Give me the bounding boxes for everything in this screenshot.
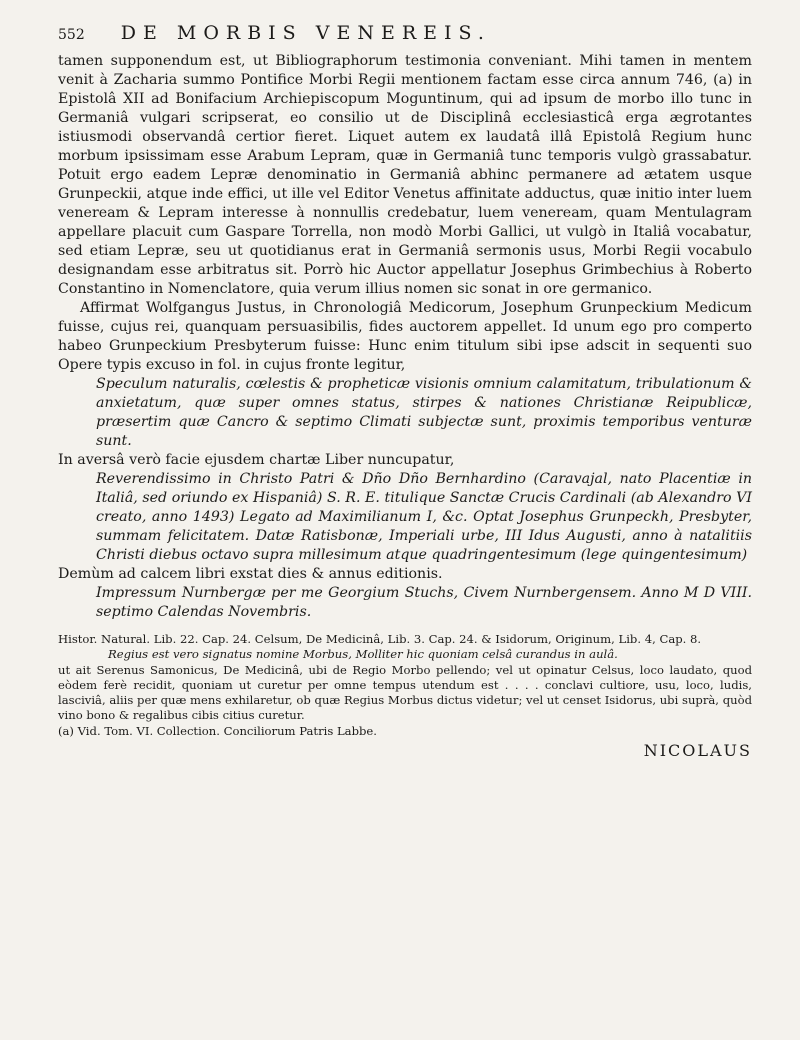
footnote-1: Histor. Natural. Lib. 22. Cap. 24. Celsum, De Medicinâ, Lib. 3. Cap. 24. & Isidorum, Originum, Lib. 4, Cap. 8. bbox=[58, 632, 702, 646]
page-number: 552 bbox=[58, 27, 85, 43]
main-text bbox=[58, 52, 752, 622]
running-title: DE MORBIS VENEREIS. bbox=[120, 22, 491, 44]
page-header bbox=[58, 22, 752, 44]
paragraph-3: In aversâ verò facie ejusdem chartæ Liber nuncupatur, bbox=[58, 452, 455, 468]
footnote-verse: Regius est vero signatus nomine Morbus, Molliter hic quoniam celsâ curandus in aulâ. bbox=[108, 647, 618, 662]
paragraph-2: Affirmat Wolfgangus Justus, in Chronologiâ Medicorum, Josephum Grunpeckium Medicum fuisse, cujus rei, quanquam persuasibilis, fides auctorem appellet. Id unum ego pro comperto habeo Grunpeckium Presbyterum fuisse: Hunc enim titulum sibi ipse adscit in sequenti suo Opere typis excuso in fol. in cujus fronte legitur, bbox=[58, 300, 752, 373]
quote-dedication: Reverendissimo in Christo Patri & Dño Dño Bernhardino (Caravajal, nato Placentiæ in Italiâ, sed oriundo ex Hispaniâ) S. R. E. titulique Sanctæ Crucis Cardinali (ab Alexandro VI creato, anno 1493) Legato ad Maximilianum I, &c. Optat Josephus Grunpeckh, Presbyter, summam felicitatem. Datæ Ratisbonæ, Imperiali urbe, III Idus Augusti, anno à natalitiis Christi diebus octavo supra millesimum atque quadringentesimum (lege quingentesimum) bbox=[96, 471, 752, 563]
paragraph-1: tamen supponendum est, ut Bibliographorum testimonia conveniant. Mihi tamen in mentem venit à Zacharia summo Pontifice Morbi Regii mentionem factam esse circa annum 746, (a) in Epistolâ XII ad Bonifacium Archiepiscopum Moguntinum, qui ad ipsum de morbo illo tunc in Germaniâ vulgari scripserat, eo consilio ut de Disciplinâ ecclesiasticâ erga ægrotantes istiusmodi observandâ certior fieret. Liquet autem ex laudatâ illâ Epistolâ Regium hunc morbum ipsissimam esse Arabum Lepram, quæ in Germaniâ tunc temporis vulgò grassabatur. Potuit ergo eadem Lepræ denominatio in Germaniâ abhinc permanere ad ætatem usque Grunpeckii, atque inde effici, ut ille vel Editor Venetus affinitate adductus, quæ initio inter luem veneream & Lepram interesse à nonnullis credebatur, luem veneream, quam Mentulagram appellare placuit cum Gaspare Torrella, non modò Morbi Gallici, ut vulgò in Italiâ vocabatur, sed etiam Lepræ, seu ut quotidianus erat in Germaniâ sermonis usus, Morbi Regii vocabulo designandam esse arbitratus sit. Porrò hic Auctor appellatur Josephus Grimbechius à Roberto Constantino in Nomenclatore, quia verum illius nomen sic sonat in ore germanico. bbox=[58, 53, 752, 297]
footnote-2: ut ait Serenus Samonicus, De Medicinâ, ubi de Regio Morbo pellendo; vel ut opinatur Celsus, loco laudato, quod eòdem ferè recidit, quoniam ut curetur per omne tempus utendum est . . . . conclavi cultiore, usu, loco, ludis, lasciviâ, aliis per quæ mens exhilaretur, ob quæ Regius Morbus dictus videtur; vel ut censet Isidorus, ubi suprà, quòd vino bono & regalibus cibis citius curetur. bbox=[58, 662, 752, 723]
catchword: NICOLAUS bbox=[643, 741, 752, 761]
quote-colophon: Impressum Nurnbergæ per me Georgium Stuchs, Civem Nurnbergensem. Anno M D VIII. septimo Calendas Novembris. bbox=[96, 585, 752, 620]
footnote-3: (a) Vid. Tom. VI. Collection. Conciliorum Patris Labbe. bbox=[58, 723, 377, 738]
footnotes bbox=[58, 632, 752, 739]
quote-title: Speculum naturalis, cœlestis & propheticæ visionis omnium calamitatum, tribulationum & anxietatum, quæ super omnes status, stirpes & nationes Christianæ Reipublicæ, præsertim quæ Cancro & septimo Climati subjectæ sunt, proximis temporibus venturæ sunt. bbox=[96, 376, 752, 449]
paragraph-4: Demùm ad calcem libri exstat dies & annus editionis. bbox=[58, 566, 443, 582]
